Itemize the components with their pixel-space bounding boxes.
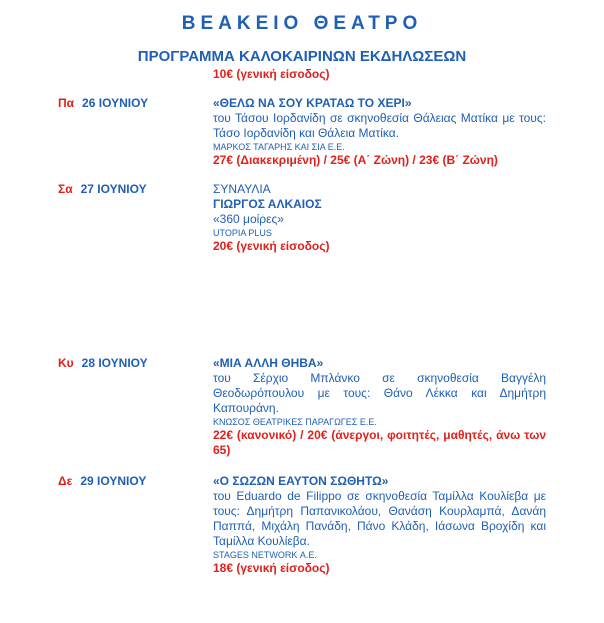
event-day-month: 26 ΙΟΥΝΙΟΥ <box>82 96 149 110</box>
event-date <box>58 182 147 196</box>
event-date <box>58 96 148 110</box>
event-price: 27€ (Διακεκριμένη) / 25€ (Α΄ Ζώνη) / 23€ (Β΄ Ζώνη) <box>213 153 498 167</box>
event-company: UTOPIA PLUS <box>213 228 272 238</box>
top-price: 10€ (γενική είσοδος) <box>213 67 330 81</box>
event-show: «360 μοίρες» <box>213 212 284 226</box>
event-day-month: 28 ΙΟΥΝΙΟΥ <box>81 356 148 370</box>
event-details <box>213 96 546 168</box>
theatre-title: ΒΕΑΚΕΙΟ ΘΕΑΤΡΟ <box>181 13 423 34</box>
event-details <box>213 182 546 254</box>
event-company: ΜΑΡΚΟΣ ΤΑΓΑΡΗΣ ΚΑΙ ΣΙΑ Ε.Ε. <box>213 142 345 152</box>
event-price: 22€ (κανονικό) / 20€ (άνεργοι, φοιτητές, μαθητές, άνω των 65) <box>213 428 546 457</box>
event-title: «ΜΙΑ ΑΛΛΗ ΘΗΒΑ» <box>213 356 324 370</box>
event-title: «ΘΕΛΩ ΝΑ ΣΟΥ ΚΡΑΤΑΩ ΤΟ ΧΕΡΙ» <box>213 96 412 110</box>
event-price: 18€ (γενική είσοδος) <box>213 561 330 575</box>
event-day-month: 29 ΙΟΥΝΙΟΥ <box>80 474 147 488</box>
program-title: ΠΡΟΓΡΑΜΜΑ ΚΑΛΟΚΑΙΡΙΝΩΝ ΕΚΔΗΛΩΣΕΩΝ <box>137 48 467 65</box>
event-date <box>58 474 146 488</box>
event-details <box>213 356 546 458</box>
event-day: Δε <box>58 474 73 488</box>
event-description: του Τάσου Ιορδανίδη σε σκηνοθεσία Θάλειας Ματίκα με τους: Τάσο Ιορδανίδη και Θάλεια Ματίκα. <box>213 111 546 140</box>
event-date <box>58 356 148 370</box>
event-day-month: 27 ΙΟΥΝΙΟΥ <box>80 182 147 196</box>
event-day: Σα <box>58 182 73 196</box>
event-description: του Σέρχιο Μπλάνκο σε σκηνοθεσία Βαγγέλη Θεοδωρόπουλου με τους: Θάνο Λέκκα και Δημήτρη Καπουράνη. <box>213 371 546 415</box>
event-category: ΣΥΝΑΥΛΙΑ <box>213 182 271 196</box>
event-day: Κυ <box>58 356 74 370</box>
event-title: «Ο ΣΩΖΩΝ ΕΑΥΤΟΝ ΣΩΘΗΤΩ» <box>213 474 389 488</box>
event-details <box>213 474 546 576</box>
event-company: STAGES NETWORK Α.Ε. <box>213 550 317 560</box>
event-artist: ΓΙΩΡΓΟΣ ΑΛΚΑΙΟΣ <box>213 197 322 211</box>
event-price: 20€ (γενική είσοδος) <box>213 239 330 253</box>
event-description: του Eduardo de Filippo σε σκηνοθεσία Ταμίλλα Κουλίεβα με τους: Δημήτρη Παπανικολάου, Θανάση Κουρλαμπά, Δανάη Παππά, Μιχάλη Πανάδη, Πάνο Κλάδη, Ιάσωνα Βροχίδη και Ταμίλλα Κουλίεβα. <box>213 489 546 548</box>
event-company: ΚΝΩΣΟΣ ΘΕΑΤΡΙΚΕΣ ΠΑΡΑΓΩΓΕΣ Ε.Ε. <box>213 417 377 427</box>
event-day: Πα <box>58 96 75 110</box>
